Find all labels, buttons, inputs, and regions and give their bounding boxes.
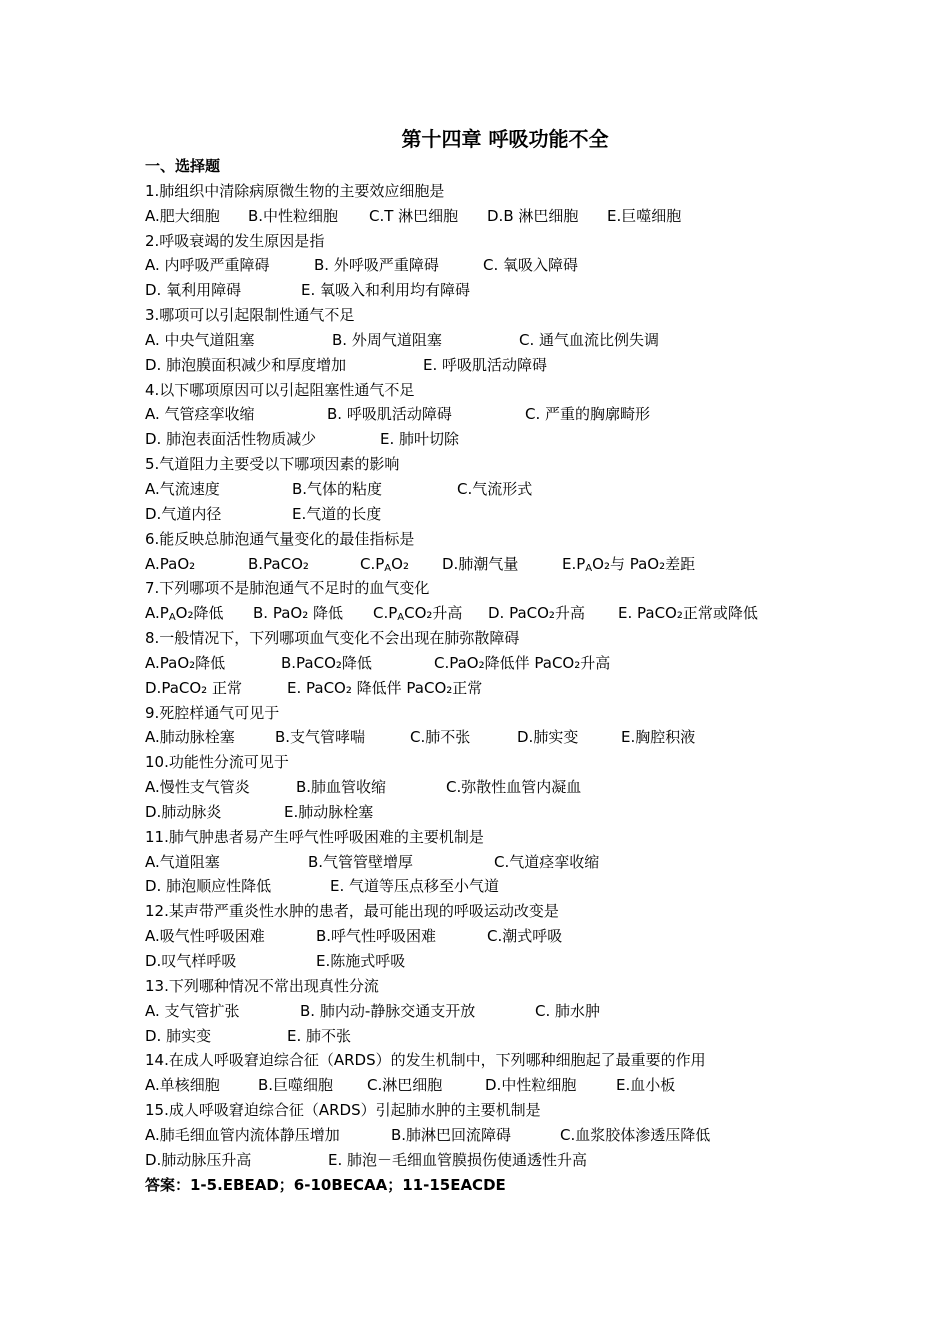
question-10: [145, 750, 845, 825]
answer-option: B. 肺内动-静脉交通支开放: [300, 1001, 476, 1020]
option-row: [145, 601, 845, 626]
question-14: [145, 1048, 845, 1098]
answer-option: D.PaCO₂ 正常: [145, 678, 242, 697]
answer-option: E. 气道等压点移至小气道: [330, 877, 500, 896]
section-heading: 一、选择题: [145, 157, 221, 175]
answer-option: E. 肺不张: [287, 1026, 352, 1045]
answer-option: A.肺动脉栓塞: [145, 728, 235, 747]
answer-option: B.气管管壁增厚: [308, 852, 414, 871]
document-page: [145, 124, 845, 1197]
question-stem: 10.功能性分流可见于: [145, 753, 289, 772]
answer-option: B.支气管哮喘: [275, 728, 366, 747]
answer-option: E.陈施式呼吸: [316, 952, 406, 970]
question-stem: 4.以下哪项原因可以引起阻塞性通气不足: [145, 380, 415, 399]
answer-option: D.叹气样呼吸: [145, 952, 237, 970]
option-row: [145, 676, 845, 701]
option-row: [145, 427, 845, 452]
answer-option: $C.P_AO_2$: [360, 554, 409, 574]
answer-option: $E.P_AO_2$与 PaO₂差距: [562, 554, 696, 574]
question-stem: 9.死腔样通气可见于: [145, 703, 280, 722]
option-row: [145, 502, 845, 527]
option-row: [145, 353, 845, 378]
question-4: [145, 378, 845, 453]
answer-option: A.肥大细胞: [145, 206, 220, 225]
question-stem: 8.一般情况下，下列哪项血气变化不会出现在肺弥散障碍: [145, 629, 520, 648]
answer-option: E.血小板: [616, 1076, 676, 1095]
answer-option: E. 肺叶切除: [380, 430, 460, 449]
answer-option: C. 肺水肿: [535, 1001, 601, 1020]
answer-option: E.胸腔积液: [621, 728, 696, 747]
answer-option: A. 气管痉挛收缩: [145, 405, 255, 424]
answer-option: C.气道痉挛收缩: [494, 852, 600, 871]
question-15: [145, 1098, 845, 1173]
answer-option: D. 肺实变: [145, 1026, 212, 1045]
answer-option: E.气道的长度: [292, 504, 382, 523]
question-7: [145, 576, 845, 626]
question-1: [145, 179, 845, 229]
option-row: [145, 278, 845, 303]
option-row: [145, 402, 845, 427]
question-stem: 5.气道阻力主要受以下哪项因素的影响: [145, 455, 400, 474]
option-row: [145, 725, 845, 750]
question-6: [145, 527, 845, 577]
answer-option: C.T 淋巴细胞: [369, 206, 459, 225]
answer-option: B.巨噬细胞: [258, 1076, 334, 1095]
answer-option: B.肺淋巴回流障碍: [391, 1125, 512, 1144]
question-stem: 1.肺组织中清除病原微生物的主要效应细胞是: [145, 181, 445, 200]
question-3: [145, 303, 845, 378]
option-row: [145, 924, 845, 949]
answer-option: B. PaO₂ 降低: [253, 604, 343, 623]
answer-option: A.肺毛细血管内流体静压增加: [145, 1125, 340, 1144]
answer-option: C.气流形式: [457, 479, 533, 498]
option-row: [145, 1024, 845, 1049]
answer-option: D. 肺泡膜面积减少和厚度增加: [145, 355, 347, 374]
answer-option: A.慢性支气管炎: [145, 778, 250, 797]
answer-option: E. 肺泡－毛细血管膜损伤使通透性升高: [328, 1150, 588, 1169]
answer-option: C.淋巴细胞: [367, 1076, 443, 1095]
answer-option: E. PaCO₂ 降低伴 PaCO₂正常: [287, 678, 483, 697]
answer-key: 答案：1-5.EBEAD；6-10BECAA；11-15EACDE: [145, 1175, 506, 1194]
option-row: [145, 800, 845, 825]
question-stem: 12.某声带严重炎性水肿的患者，最可能出现的呼吸运动改变是: [145, 902, 559, 921]
option-row: [145, 204, 845, 229]
chapter-title: 第十四章 呼吸功能不全: [401, 127, 609, 151]
question-8: [145, 626, 845, 701]
question-stem: 7.下列哪项不是肺泡通气不足时的血气变化: [145, 579, 430, 598]
answer-option: E.肺动脉栓塞: [284, 802, 374, 821]
option-row: [145, 775, 845, 800]
answer-option: A.气流速度: [145, 479, 220, 498]
question-stem: 2.呼吸衰竭的发生原因是指: [145, 231, 325, 250]
question-11: [145, 825, 845, 900]
question-stem: 15.成人呼吸窘迫综合征（ARDS）引起肺水肿的主要机制是: [145, 1101, 541, 1120]
option-row: [145, 850, 845, 875]
answer-option: A. 中央气道阻塞: [145, 330, 255, 349]
answer-option: B.PaCO₂: [248, 554, 309, 573]
option-row: [145, 949, 845, 974]
question-stem: 11.肺气肿患者易产生呼气性呼吸困难的主要机制是: [145, 827, 484, 846]
answer-option: A.PaO₂降低: [145, 653, 226, 672]
question-stem: 3.哪项可以引起限制性通气不足: [145, 306, 355, 325]
answer-option: A.单核细胞: [145, 1076, 220, 1095]
answer-option: C.弥散性血管内凝血: [446, 778, 582, 797]
option-row: [145, 651, 845, 676]
answer-option: C. 通气血流比例失调: [519, 330, 660, 349]
question-13: [145, 974, 845, 1049]
answer-option: D. 肺泡顺应性降低: [145, 877, 272, 896]
answer-option: E. PaCO₂正常或降低: [618, 604, 758, 623]
option-row: [145, 1123, 845, 1148]
answer-option: C.血浆胶体渗透压降低: [560, 1125, 711, 1144]
answer-option: B. 外周气道阻塞: [332, 330, 442, 349]
answer-option: $A.P_AO_2$降低: [145, 604, 224, 624]
answer-option: D. 氧利用障碍: [145, 281, 242, 300]
question-stem: 13.下列哪种情况不常出现真性分流: [145, 976, 379, 995]
answer-option: E.巨噬细胞: [607, 206, 682, 225]
answer-option: C.潮式呼吸: [487, 927, 563, 946]
question-2: [145, 229, 845, 304]
question-stem: 6.能反映总肺泡通气量变化的最佳指标是: [145, 529, 415, 548]
answer-option: B. 外呼吸严重障碍: [314, 256, 439, 275]
answer-option: C.肺不张: [410, 728, 471, 747]
answer-option: D.气道内径: [145, 504, 222, 523]
answer-option: B. 呼吸肌活动障碍: [327, 405, 452, 424]
option-row: [145, 1148, 845, 1173]
option-row: [145, 477, 845, 502]
question-9: [145, 701, 845, 751]
answer-option: E. 氧吸入和利用均有障碍: [301, 281, 471, 300]
answer-option: C.PaO₂降低伴 PaCO₂升高: [434, 653, 611, 672]
answer-option: E. 呼吸肌活动障碍: [423, 355, 548, 374]
answer-option: B.PaCO₂降低: [281, 653, 372, 672]
answer-option: C. 严重的胸廓畸形: [525, 405, 651, 424]
question-12: [145, 899, 845, 974]
option-row: [145, 1073, 845, 1098]
answer-option: D.肺动脉压升高: [145, 1150, 252, 1169]
answer-option: B.呼气性呼吸困难: [316, 927, 437, 946]
answer-option: A.吸气性呼吸困难: [145, 927, 265, 946]
answer-option: D.中性粒细胞: [485, 1076, 577, 1095]
answer-option: $C.P_ACO_2$升高: [373, 604, 463, 624]
question-5: [145, 452, 845, 527]
answer-option: D.B 淋巴细胞: [487, 206, 579, 225]
answer-option: D. PaCO₂升高: [488, 604, 585, 623]
answer-option: B.肺血管收缩: [296, 778, 387, 797]
answer-option: A. 支气管扩张: [145, 1001, 240, 1020]
question-stem: 14.在成人呼吸窘迫综合征（ARDS）的发生机制中，下列哪种细胞起了最重要的作用: [145, 1051, 706, 1070]
answer-option: D. 肺泡表面活性物质减少: [145, 430, 317, 449]
option-row: [145, 999, 845, 1024]
answer-option: C. 氧吸入障碍: [483, 256, 579, 275]
answer-option: B.气体的粘度: [292, 479, 383, 498]
option-row: [145, 253, 845, 278]
answer-option: A.PaO₂: [145, 554, 196, 573]
option-row: [145, 328, 845, 353]
answer-option: B.中性粒细胞: [248, 206, 339, 225]
option-row: [145, 874, 845, 899]
answer-option: A. 内呼吸严重障碍: [145, 256, 270, 275]
answer-option: D.肺实变: [517, 728, 579, 747]
answer-option: A.气道阻塞: [145, 852, 220, 871]
option-row: [145, 552, 845, 577]
answer-option: D.肺潮气量: [442, 554, 519, 573]
question-list: [145, 179, 845, 1173]
answer-option: D.肺动脉炎: [145, 802, 222, 821]
